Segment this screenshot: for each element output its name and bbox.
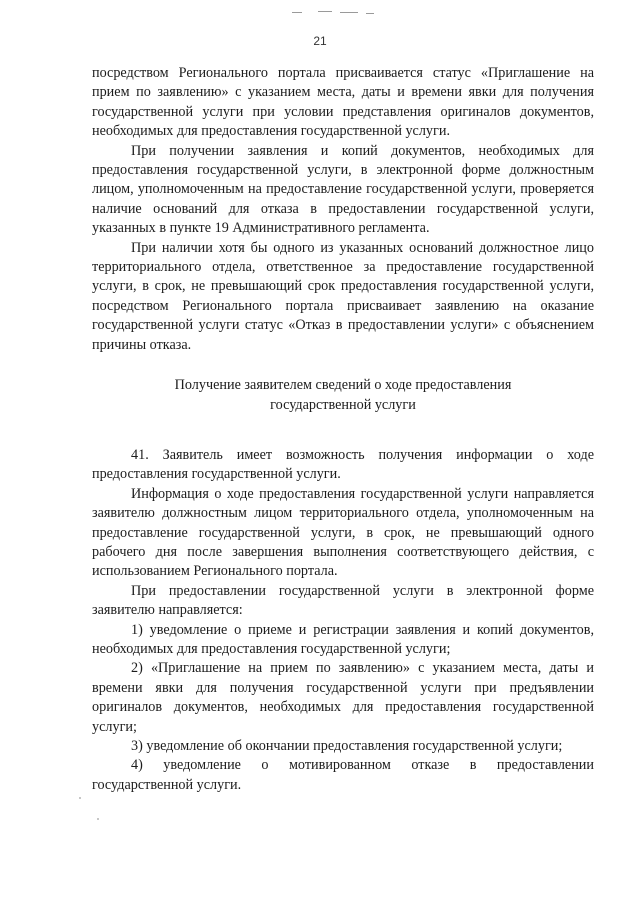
scan-artifact xyxy=(79,797,81,799)
list-item: 4) уведомление о мотивированном отказе в предоставлении государственной услуги. xyxy=(92,757,594,793)
section-heading xyxy=(92,376,594,415)
scan-artifact xyxy=(340,12,358,13)
paragraph: 41. Заявитель имеет возможность получения информации о ходе предоставления государственной услуги. xyxy=(92,446,594,483)
page-number: 21 xyxy=(313,34,327,48)
list-item: 2) «Приглашение на прием по заявлению» с указанием места, даты и времени явки для получения государственной услуги при предъявлении оригиналов документов, необходимых для предоставления государственной услуги; xyxy=(92,660,594,735)
paragraph: посредством Регионального портала присваивается статус «Приглашение на прием по заявлению» с указанием места, даты и времени явки для получения государственной услуги при условии представления оригиналов документов, необходимых для предоставления государственной услуги. xyxy=(92,65,594,140)
section-heading-line: государственной услуги xyxy=(270,396,416,413)
paragraph: Информация о ходе предоставления государственной услуги направляется заявителю должностным лицом территориального отдела, уполномоченным на предоставление государственной услуги, в срок, не превышающий одного рабочего дня после завершения выполнения соответствующего действия, с использованием Регионального портала. xyxy=(92,485,594,580)
section-heading-line: Получение заявителем сведений о ходе предоставления xyxy=(174,377,512,394)
scan-artifact xyxy=(97,818,99,820)
paragraph: При получении заявления и копий документов, необходимых для предоставления государственной услуги, в электронной форме должностным лицом, уполномоченным на предоставление государственной услуги, проверяется наличие оснований для отказа в предоставлении государственной услуги, указанных в пункте 19 Административного регламента. xyxy=(92,142,594,237)
scan-artifact xyxy=(292,12,302,13)
list-item: 1) уведомление о приеме и регистрации заявления и копий документов, необходимых для предоставления государственной услуги; xyxy=(92,621,594,657)
scan-artifact xyxy=(318,11,332,12)
scan-artifact xyxy=(366,13,374,14)
paragraph: При предоставлении государственной услуги в электронной форме заявителю направляется: xyxy=(92,582,594,619)
paragraph: При наличии хотя бы одного из указанных оснований должностное лицо территориального отдела, ответственное за предоставление государственной услуги, в срок, не превышающий срок предоставления государственной услуги, посредством Регионального портала присваивает заявлению на оказание государственной услуги статус «Отказ в предоставлении услуги» с объяснением причины отказа. xyxy=(92,239,594,353)
document-body xyxy=(92,64,594,795)
list-item: 3) уведомление об окончании предоставления государственной услуги; xyxy=(131,738,563,754)
